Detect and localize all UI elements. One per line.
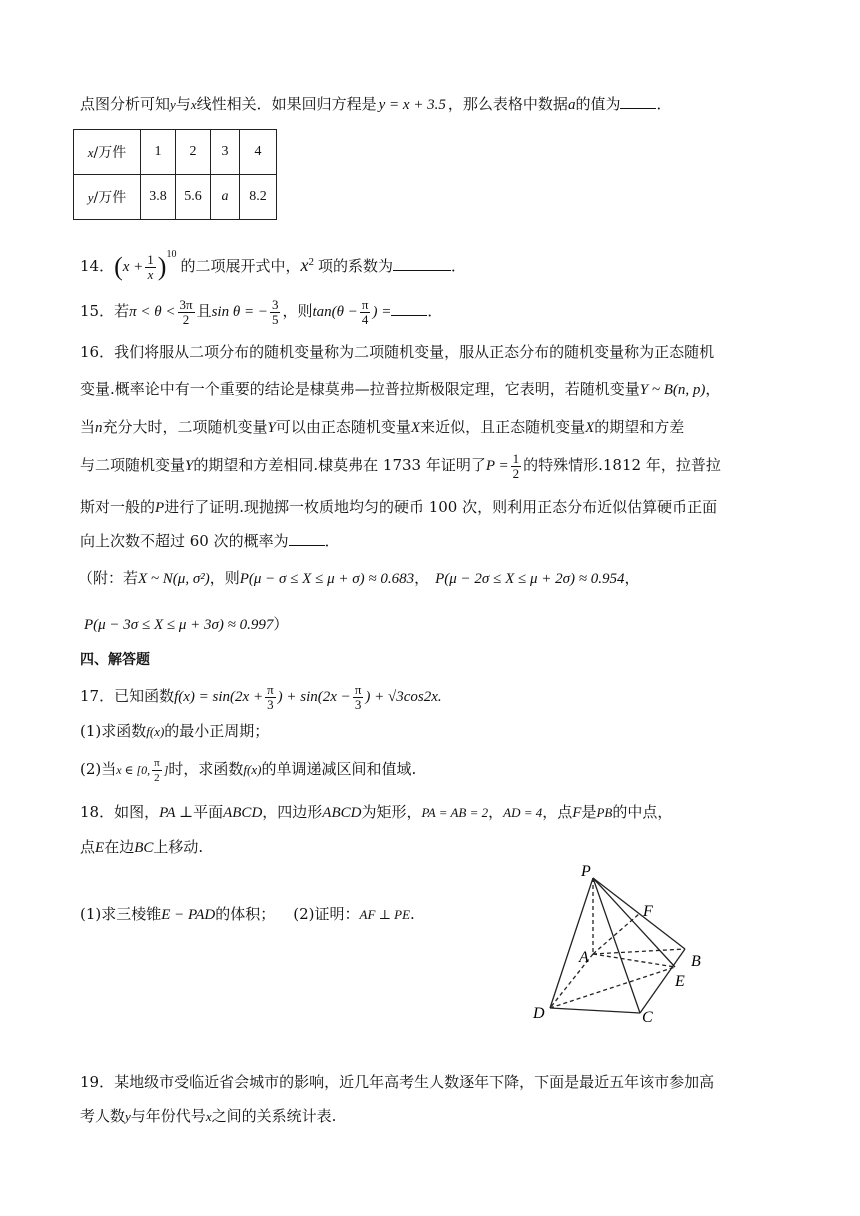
q13-text-e: 的值为 bbox=[575, 95, 621, 113]
edge-DC bbox=[550, 1008, 640, 1013]
q16-line3-c: 可以由正态随机变量 bbox=[275, 418, 411, 436]
q16-line4-b: 的期望和方差相同.棣莫弗在 1733 年证明了 bbox=[193, 456, 486, 474]
q15-fraction-1 bbox=[178, 298, 195, 327]
q17-frac2-den: 3 bbox=[354, 696, 362, 712]
q17-part-2 bbox=[80, 754, 416, 785]
pyramid-figure bbox=[525, 858, 725, 1028]
q16-frac-num: 1 bbox=[512, 450, 520, 466]
q16-line2-text: 变量.概率论中有一个重要的结论是棣莫弗—拉普拉斯极限定理，它表明，若随机变量 bbox=[80, 380, 640, 398]
q14-exponent: 10 bbox=[166, 249, 177, 260]
q16-line6: 向上次数不超过 60 次的概率为 bbox=[80, 532, 289, 550]
q18-part1-b: 的体积； bbox=[215, 905, 276, 923]
table-header-var: y bbox=[87, 190, 94, 205]
q17-number: 17． bbox=[80, 687, 115, 705]
table-header-x bbox=[74, 130, 141, 175]
q16-line4-c: 的特殊情形.1812 年，拉普拉 bbox=[523, 456, 721, 474]
q18-var-F: F bbox=[572, 805, 582, 821]
q17-frac1-den: 3 bbox=[267, 696, 274, 712]
q14-frac-num: 1 bbox=[147, 251, 154, 267]
table-cell: 3.8 bbox=[141, 175, 176, 220]
table-header-var: x bbox=[87, 145, 94, 160]
q17-fraction-2 bbox=[353, 683, 364, 712]
q15-text-c: ，则 bbox=[282, 302, 313, 320]
q16-line2-end: ， bbox=[705, 380, 721, 398]
q18-line-2 bbox=[80, 836, 203, 859]
q14-paren-close: ) bbox=[157, 252, 167, 281]
q15-line bbox=[80, 296, 442, 327]
edge-AF bbox=[593, 914, 639, 954]
q16-note-line-1 bbox=[78, 567, 640, 590]
q15-frac3-den: 4 bbox=[361, 311, 369, 327]
table-cell: 4 bbox=[240, 130, 277, 175]
table-header-y bbox=[74, 175, 141, 220]
q16-note-p1: P(μ − σ ≤ X ≤ μ + σ) ≈ 0.683 bbox=[239, 571, 415, 587]
q17-func-def: f(x) = sin(2x + bbox=[174, 689, 264, 705]
q15-frac2-num: 3 bbox=[271, 296, 279, 312]
edge-DE bbox=[550, 967, 675, 1008]
table-row bbox=[74, 175, 277, 220]
q13-equation: y = x + 3.5 bbox=[378, 97, 446, 113]
q14-text-a: 的二项展开式中， bbox=[180, 257, 301, 275]
q16-var-P: P bbox=[155, 500, 165, 516]
q16-line4-a: 与二项随机变量 bbox=[80, 456, 186, 474]
q13-var-a: a bbox=[567, 97, 576, 113]
q17-text-a: 已知函数 bbox=[114, 687, 175, 705]
label-D: D bbox=[533, 1005, 545, 1022]
q13-data-table bbox=[73, 129, 277, 220]
q16-number: 16． bbox=[80, 343, 115, 361]
table-row bbox=[74, 130, 277, 175]
q13-text-c: 线性相关．如果回归方程是 bbox=[196, 95, 377, 113]
q14-line bbox=[80, 240, 466, 282]
q13-answer-blank bbox=[620, 94, 656, 109]
q18-text-e: ， bbox=[488, 803, 504, 821]
q18-eq2: AD = 4 bbox=[503, 805, 543, 820]
q16-note-p3: P(μ − 3σ ≤ X ≤ μ + 3σ) ≈ 0.997 bbox=[84, 617, 274, 633]
q18-line2-a: 点 bbox=[80, 838, 96, 856]
q13-var-x: x bbox=[190, 97, 197, 112]
q14-power-exp: 2 bbox=[308, 256, 314, 268]
table-cell: 5.6 bbox=[176, 175, 211, 220]
q15-sin-expr: sin θ = − bbox=[211, 304, 268, 320]
q16-line-5 bbox=[80, 496, 717, 519]
q17-part2-frac-den: 2 bbox=[154, 771, 160, 784]
q14-expr-x: x + bbox=[122, 259, 144, 275]
q18-perp: PA ⊥ bbox=[159, 805, 194, 821]
q18-text-d: 为矩形， bbox=[361, 803, 422, 821]
q19-line-1 bbox=[80, 1071, 714, 1093]
q16-line-6 bbox=[80, 530, 340, 552]
q16-line-2 bbox=[80, 378, 720, 401]
q17-part2-fraction bbox=[152, 756, 162, 785]
q19-line-2 bbox=[80, 1105, 336, 1128]
q19-var-y: y bbox=[125, 1109, 131, 1124]
label-A: A bbox=[579, 949, 589, 966]
q14-end: ． bbox=[451, 257, 467, 275]
q18-line2-c: 上移动. bbox=[153, 838, 204, 856]
q16-line3-d: 来近似，且正态随机变量 bbox=[420, 418, 586, 436]
table-cell: 8.2 bbox=[240, 175, 277, 220]
q13-text-b: 与 bbox=[175, 95, 191, 113]
label-C: C bbox=[642, 1009, 653, 1026]
table-header-unit: /万件 bbox=[93, 190, 127, 206]
table-cell: 3 bbox=[211, 130, 240, 175]
q18-text-h: 的中点， bbox=[612, 803, 673, 821]
q18-abcd: ABCD bbox=[322, 805, 362, 821]
q15-frac1-den: 2 bbox=[182, 311, 190, 327]
q13-var-y: y bbox=[170, 97, 176, 112]
q16-note-line-2 bbox=[84, 613, 288, 636]
q14-text-b: 项的系数为 bbox=[317, 257, 393, 275]
q17-frac2-num: π bbox=[354, 681, 362, 697]
q16-note-e: ） bbox=[273, 615, 289, 633]
q13-text-a: 点图分析可知 bbox=[80, 95, 171, 113]
q15-fraction-3 bbox=[360, 298, 371, 327]
q16-note-p2: P(μ − 2σ ≤ X ≤ μ + 2σ) ≈ 0.954 bbox=[435, 571, 625, 587]
q14-frac-den: x bbox=[147, 266, 154, 282]
q15-fraction-2 bbox=[270, 298, 281, 327]
q17-mid: ) + sin(2x − bbox=[277, 689, 351, 705]
q14-paren-open: ( bbox=[114, 252, 123, 281]
q16-var-P: P = bbox=[485, 458, 509, 474]
q19-var-x: x bbox=[205, 1109, 212, 1124]
q17-part2-f: f(x) bbox=[243, 762, 262, 777]
q17-part1-b: 的最小正周期； bbox=[164, 722, 270, 740]
q18-abcd: ABCD bbox=[223, 805, 263, 821]
q16-line-4 bbox=[80, 450, 721, 481]
q16-line-1 bbox=[80, 341, 714, 363]
q15-text-a: 若 bbox=[114, 302, 130, 320]
q15-tan-expr: tan(θ − bbox=[312, 304, 358, 320]
q13-text-d: ，那么表格中数据 bbox=[447, 95, 568, 113]
q16-answer-blank bbox=[289, 531, 325, 546]
q16-line3-e: 的期望和方差 bbox=[594, 418, 685, 436]
q13-line bbox=[80, 93, 671, 116]
q18-var-E: E bbox=[95, 840, 105, 856]
edge-AE bbox=[593, 954, 675, 967]
q16-line5-b: 进行了证明.现抛掷一枚质地均匀的硬币 100 次，则利用正态分布近似估算硬币正面 bbox=[164, 498, 718, 516]
q17-part1-f: f(x) bbox=[146, 724, 165, 739]
q17-line bbox=[80, 680, 442, 713]
q19-line1: 某地级市受临近省会城市的影响，近几年高考生人数逐年下降，下面是最近五年该市参加高 bbox=[114, 1073, 715, 1091]
q19-line2-c: 之间的关系统计表. bbox=[211, 1107, 337, 1125]
q17-fraction-1 bbox=[265, 683, 276, 712]
q16-note-b: ，则 bbox=[209, 569, 240, 587]
q19-number: 19． bbox=[80, 1073, 115, 1091]
q18-part2-expr: AF ⊥ PE bbox=[359, 907, 411, 922]
q15-ineq: π < θ < bbox=[129, 304, 176, 320]
edge-AB bbox=[593, 949, 685, 954]
q17-frac1-num: π bbox=[267, 681, 274, 697]
q17-part2-frac-num: π bbox=[154, 756, 160, 769]
edge-PC bbox=[593, 878, 640, 1013]
q16-var-Y: Y bbox=[267, 420, 276, 436]
q16-var-X: X bbox=[410, 420, 421, 436]
q16-note-d: ， bbox=[624, 569, 640, 587]
q14-power-var: x bbox=[300, 255, 309, 275]
q17-part1-a: (1)求函数 bbox=[80, 722, 147, 740]
table-cell: a bbox=[211, 175, 240, 220]
q18-part1-a: (1)求三棱锥 bbox=[80, 905, 162, 923]
q15-answer-blank bbox=[391, 301, 427, 316]
q17-tail: ) + √3cos2x. bbox=[365, 689, 442, 705]
q17-part2-a: (2)当 bbox=[80, 760, 117, 778]
q17-part2-cond: x ∈ [0, bbox=[116, 763, 151, 777]
section-heading: 四、解答题 bbox=[80, 652, 150, 668]
q15-end: ． bbox=[427, 302, 443, 320]
q18-text-c: ，四边形 bbox=[262, 803, 323, 821]
q14-answer-blank bbox=[393, 256, 451, 271]
q15-tan-close: ) = bbox=[372, 304, 392, 320]
q18-var-BC: BC bbox=[134, 840, 154, 856]
q16-line3-a: 当 bbox=[80, 418, 96, 436]
q17-part2-b: 时，求函数 bbox=[168, 760, 244, 778]
q18-line2-b: 在边 bbox=[104, 838, 135, 856]
table-header-unit: /万件 bbox=[93, 145, 127, 161]
label-P: P bbox=[581, 863, 591, 880]
edge-PE bbox=[593, 878, 675, 967]
q16-var-Y: Y bbox=[185, 458, 194, 474]
label-F: F bbox=[643, 903, 653, 920]
q18-text-f: ，点 bbox=[542, 803, 573, 821]
q13-end: ． bbox=[656, 95, 672, 113]
edge-PD bbox=[550, 878, 593, 1008]
q15-number: 15． bbox=[80, 302, 115, 320]
q16-line5-a: 斯对一般的 bbox=[80, 498, 156, 516]
q17-part2-c: 的单调递减区间和值域. bbox=[261, 760, 417, 778]
q16-line1: 我们将服从二项分布的随机变量称为二项随机变量，服从正态分布的随机变量称为正态随机 bbox=[114, 343, 715, 361]
q16-line-3 bbox=[80, 416, 684, 439]
q16-frac-den: 2 bbox=[512, 465, 520, 481]
q17-part-1 bbox=[80, 720, 269, 743]
q16-var-n: n bbox=[95, 420, 103, 436]
label-B: B bbox=[691, 953, 701, 970]
q14-number: 14． bbox=[80, 257, 115, 275]
q16-note-dist: X ~ N(μ, σ²) bbox=[138, 571, 210, 587]
q18-eq1: PA = AB = 2 bbox=[421, 805, 489, 820]
q18-parts bbox=[80, 903, 415, 926]
q19-line2-a: 考人数 bbox=[80, 1107, 126, 1125]
q17-part2-close: ] bbox=[163, 763, 169, 777]
q18-line-1 bbox=[80, 801, 672, 824]
table-cell: 2 bbox=[176, 130, 211, 175]
q19-line2-b: 与年份代号 bbox=[130, 1107, 206, 1125]
q18-part2-a: (2)证明： bbox=[293, 905, 360, 923]
table-cell: 1 bbox=[141, 130, 176, 175]
q16-note-c: ， bbox=[414, 569, 430, 587]
q18-number: 18． bbox=[80, 803, 115, 821]
q16-line2-math: Y ~ B(n, p) bbox=[639, 382, 706, 398]
q15-frac1-num: 3π bbox=[179, 296, 193, 312]
q18-text-b: 平面 bbox=[193, 803, 224, 821]
q15-frac2-den: 5 bbox=[271, 311, 279, 327]
q16-var-X: X bbox=[585, 420, 595, 436]
q16-note-a: （附：若 bbox=[78, 569, 139, 587]
q15-frac3-num: π bbox=[361, 296, 369, 312]
q16-line6-end: ． bbox=[324, 532, 340, 550]
label-E: E bbox=[675, 973, 685, 990]
q18-var-PB: PB bbox=[596, 805, 613, 820]
edge-PB bbox=[593, 878, 685, 949]
q16-fraction bbox=[511, 452, 522, 481]
q14-fraction bbox=[145, 253, 156, 282]
q18-part2-end: . bbox=[410, 905, 415, 923]
q18-text-g: 是 bbox=[581, 803, 597, 821]
q18-part1-expr: E − PAD bbox=[161, 907, 216, 923]
q18-text-a: 如图， bbox=[114, 803, 160, 821]
q15-text-b: 且 bbox=[196, 302, 212, 320]
q16-line3-b: 充分大时，二项随机变量 bbox=[102, 418, 268, 436]
